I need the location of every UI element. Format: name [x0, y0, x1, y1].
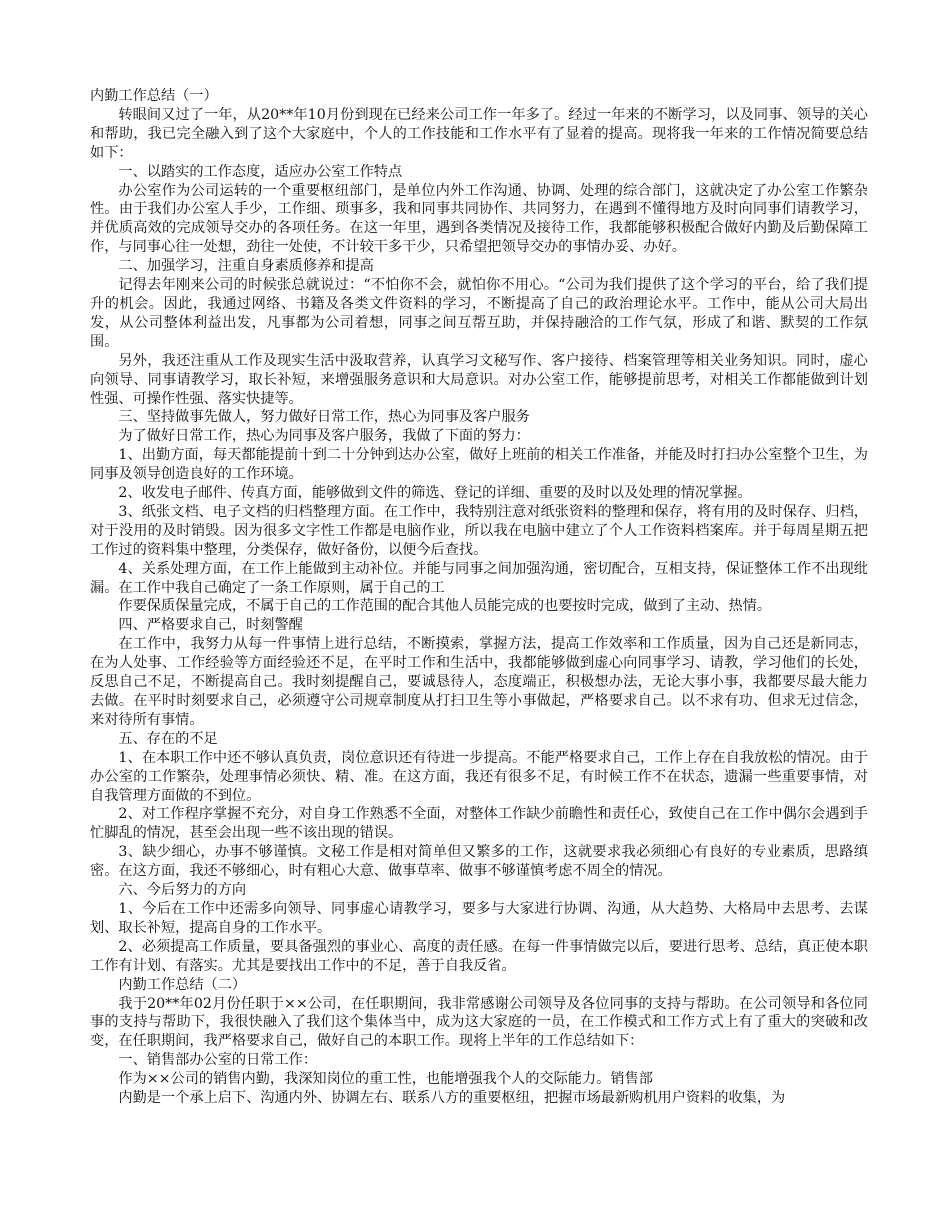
list-item: 4、关系处理方面，在工作上能做到主动补位。并能与同事之间加强沟通，密切配合，互相支持，保证整体工作不出现纰漏。在工作中我自己确定了一条工作原则，属于自己的工	[90, 560, 868, 596]
list-item: 1、出勤方面，每天都能提前十到二十分钟到达办公室，做好上班前的相关工作准备，并能及时打扫办公室整个卫生，为同事及领导创造良好的工作环境。	[90, 447, 868, 483]
list-item: 2、必须提高工作质量，要具备强烈的事业心、高度的责任感。在每一件事情做完以后，要进行思考、总结，真正使本职工作有计划、有落实。尤其是要找出工作中的不足，善于自我反省。	[90, 938, 868, 974]
paragraph: 为了做好日常工作，热心为同事及客户服务，我做了下面的努力：	[118, 428, 530, 445]
paragraph: 另外，我还注重从工作及现实生活中汲取营养，认真学习文秘写作、客户接待、档案管理等相关业务知识。同时，虚心向领导、同事请教学习，取长补短，来增强服务意识和大局意识。对办公室工作，能够提前思考，对相关工作都能做到计划性强、可操作性强、落实快捷等。	[90, 352, 868, 407]
list-item: 1、今后在工作中还需多向领导、同事虚心请教学习，要多与大家进行协调、沟通，从大趋势、大格局中去思考、去谋划、取长补短，提高自身的工作水平。	[90, 900, 868, 936]
section-heading: 六、今后努力的方向	[118, 882, 247, 899]
paragraph: 内勤是一个承上启下、沟通内外、协调左右、联系八方的重要枢纽，把握市场最新购机用户资料的收集，为	[118, 1090, 786, 1107]
paragraph: 记得去年刚来公司的时候张总就说过：“不怕你不会，就怕你不用心。“公司为我们提供了这个学习的平台，给了我们提升的机会。因此，我通过网络、书籍及各类文件资料的学习，不断提高了自己的政治理论水平。工作中，能从公司大局出发，从公司整体利益出发，凡事都为公司着想，同事之间互帮互助，并保持融洽的工作气氛，形成了和谐、默契的工作氛围。	[90, 277, 868, 350]
paragraph: 办公室作为公司运转的一个重要枢纽部门，是单位内外工作沟通、协调、处理的综合部门，这就决定了办公室工作繁杂性。由于我们办公室人手少，工作细、琐事多，我和同事共同协作、共同努力，在遇到不懂得地方及时向同事们请教学习，并优质高效的完成领导交办的各项任务。在这一年里，遇到各类情况及接待工作，我都能够积极配合做好内勤及后勤保障工作，与同事心往一处想，劲往一处使，不计较干多干少，只希望把领导交办的事情办妥、办好。	[90, 182, 868, 256]
list-item: 1、在本职工作中还不够认真负责，岗位意识还有待进一步提高。不能严格要求自己，工作上存在自我放松的情况。由于办公室的工作繁杂，处理事情必须快、精、准。在这方面，我还有很多不足，有时候工作不在状态，遗漏一些重要事情，对自我管理方面做的不到位。	[90, 749, 868, 804]
list-item: 3、纸张文档、电子文档的归档整理方面。在工作中，我特别注意对纸张资料的整理和保存，将有用的及时保存、归档，对于没用的及时销毁。因为很多文字性工作都是电脑作业，所以我在电脑中建立了个人工作资料档案库。并于每周星期五把工作过的资料集中整理，分类保存，做好备份，以便今后查找。	[90, 503, 868, 558]
paragraph: 作为××公司的销售内勤，我深知岗位的重工性，也能增强我个人的交际能力。销售部	[118, 1071, 653, 1088]
paragraph: 转眼间又过了一年，从20**年10月份到现在已经来公司工作一年多了。经过一年来的不断学习，以及同事、领导的关心和帮助，我已完全融入到了这个大家庭中，个人的工作技能和工作水平有了显着的提高。现将我一年来的工作情况简要总结如下：	[90, 106, 868, 161]
document-subtitle: 内勤工作总结（二）	[118, 976, 247, 993]
section-heading: 一、销售部办公室的日常工作：	[118, 1052, 318, 1069]
section-heading: 三、坚持做事先做人，努力做好日常工作，热心为同事及客户服务	[118, 409, 530, 426]
paragraph: 我于20**年02月份任职于××公司，在任职期间，我非常感谢公司领导及各位同事的支持与帮助。在公司领导和各位同事的支持与帮助下，我很快融入了我们这个集体当中，成为这大家庭的一员，在工作模式和工作方式上有了重大的突破和改变，在任职期间，我严格要求自己，做好自己的本职工作。现将上半年的工作总结如下：	[90, 995, 868, 1050]
section-heading: 五、存在的不足	[118, 730, 218, 747]
document-body	[90, 87, 868, 1108]
list-item: 3、缺少细心，办事不够谨慎。文秘工作是相对简单但又繁多的工作，这就要求我必须细心有良好的专业素质，思路缜密。在这方面，我还不够细心，时有粗心大意、做事草率、做事不够谨慎考虑不周全的情况。	[90, 844, 868, 880]
section-heading: 一、以踏实的工作态度，适应办公室工作特点	[118, 163, 403, 180]
list-item: 2、收发电子邮件、传真方面，能够做到文件的筛选、登记的详细、重要的及时以及处理的情况掌握。	[118, 485, 752, 502]
section-heading: 四、严格要求自己，时刻警醒	[118, 617, 303, 634]
list-item: 2、对工作程序掌握不充分，对自身工作熟悉不全面，对整体工作缺少前瞻性和责任心，致使自己在工作中偶尔会遇到手忙脚乱的情况，甚至会出现一些不该出现的错误。	[90, 806, 868, 842]
paragraph: 在工作中，我努力从每一件事情上进行总结，不断摸索，掌握方法，提高工作效率和工作质量，因为自己还是新同志，在为人处事、工作经验等方面经验还不足，在平时工作和生活中，我都能够做到虚心向同事学习、请教，学习他们的长处，反思自己不足，不断提高自己。我时刻提醒自己，要诚恳待人，态度端正，积极想办法，无论大事小事，我都要尽最大能力去做。在平时时刻要求自己，必须遵守公司规章制度从打扫卫生等小事做起，严格要求自己。以不求有功、但求无过信念，来对待所有事情。	[90, 636, 868, 728]
paragraph: 作要保质保量完成，不属于自己的工作范围的配合其他人员能完成的也要按时完成，做到了主动、热情。	[118, 598, 772, 615]
document-title: 内勤工作总结（一）	[90, 88, 218, 104]
section-heading: 二、加强学习，注重自身素质修养和提高	[118, 258, 374, 275]
